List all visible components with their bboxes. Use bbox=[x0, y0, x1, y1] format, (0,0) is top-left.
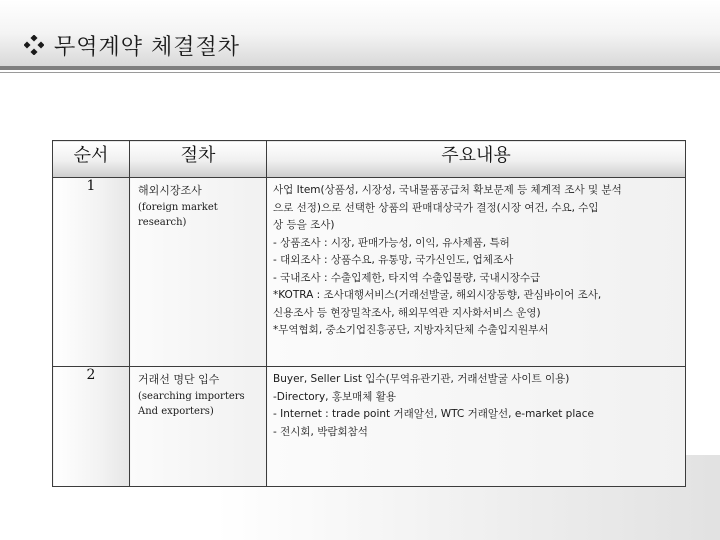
header-detail: 주요내용 bbox=[267, 141, 686, 178]
detail-line: - Internet : trade point 거래알선, WTC 거래알선, e-market place bbox=[273, 408, 594, 420]
table-header-row bbox=[53, 141, 686, 178]
procedure-table bbox=[52, 140, 686, 487]
detail-line: Buyer, Seller List 입수(무역유관기관, 거래선발굴 사이트 이용) bbox=[273, 373, 570, 385]
step-name-en: (foreign market bbox=[138, 202, 218, 213]
step-name-en: (searching importers bbox=[138, 391, 245, 402]
detail-line: - 전시회, 박람회참석 bbox=[273, 425, 368, 438]
header-seq: 순서 bbox=[53, 141, 130, 178]
step-name-en: And exporters) bbox=[138, 406, 214, 417]
step-cell bbox=[130, 178, 267, 367]
detail-line: -Directory, 홍보매체 활용 bbox=[273, 390, 397, 403]
detail-line: - 상품조사 : 시장, 판매가능성, 이익, 유사제품, 특허 bbox=[273, 236, 510, 249]
step-name-en: research) bbox=[138, 217, 187, 228]
detail-line: 사업 Item(상품성, 시장성, 국내물품공급처 확보문제 등 체계적 조사 및 분석 bbox=[273, 184, 622, 196]
table-row bbox=[53, 367, 686, 487]
detail-line: 으로 선정)으로 선택한 상품의 판매대상국가 결정(시장 여건, 수요, 수입 bbox=[273, 201, 599, 214]
step-cell bbox=[130, 367, 267, 487]
seq-cell: 1 bbox=[53, 178, 130, 367]
title-divider-thin bbox=[0, 72, 720, 73]
detail-line: - 국내조사 : 수출입제한, 타지역 수출입물량, 국내시장수급 bbox=[273, 271, 541, 284]
detail-line: - 대외조사 : 상품수요, 유통망, 국가신인도, 업체조사 bbox=[273, 254, 514, 266]
slide-title-row bbox=[24, 30, 240, 60]
step-name-ko: 해외시장조사 bbox=[138, 184, 202, 197]
detail-line: 신용조사 등 현장밀착조사, 해외무역관 지사화서비스 운영) bbox=[273, 306, 541, 319]
header-step: 절차 bbox=[130, 141, 267, 178]
detail-line: 상 등을 조사) bbox=[273, 219, 335, 231]
detail-cell bbox=[267, 178, 686, 367]
seq-cell: 2 bbox=[53, 367, 130, 487]
table-row bbox=[53, 178, 686, 367]
diamond-bullet-icon bbox=[24, 35, 44, 55]
title-divider-thick bbox=[0, 66, 720, 70]
detail-line: *KOTRA : 조사대행서비스(거래선발굴, 해외시장동향, 관심바이어 조사, bbox=[273, 289, 602, 301]
slide-title: 무역계약 체결절차 bbox=[54, 34, 241, 60]
step-name-ko: 거래선 명단 입수 bbox=[138, 373, 220, 386]
detail-cell bbox=[267, 367, 686, 487]
detail-line: *무역협회, 중소기업진흥공단, 지방자치단체 수출입지원부서 bbox=[273, 324, 549, 336]
